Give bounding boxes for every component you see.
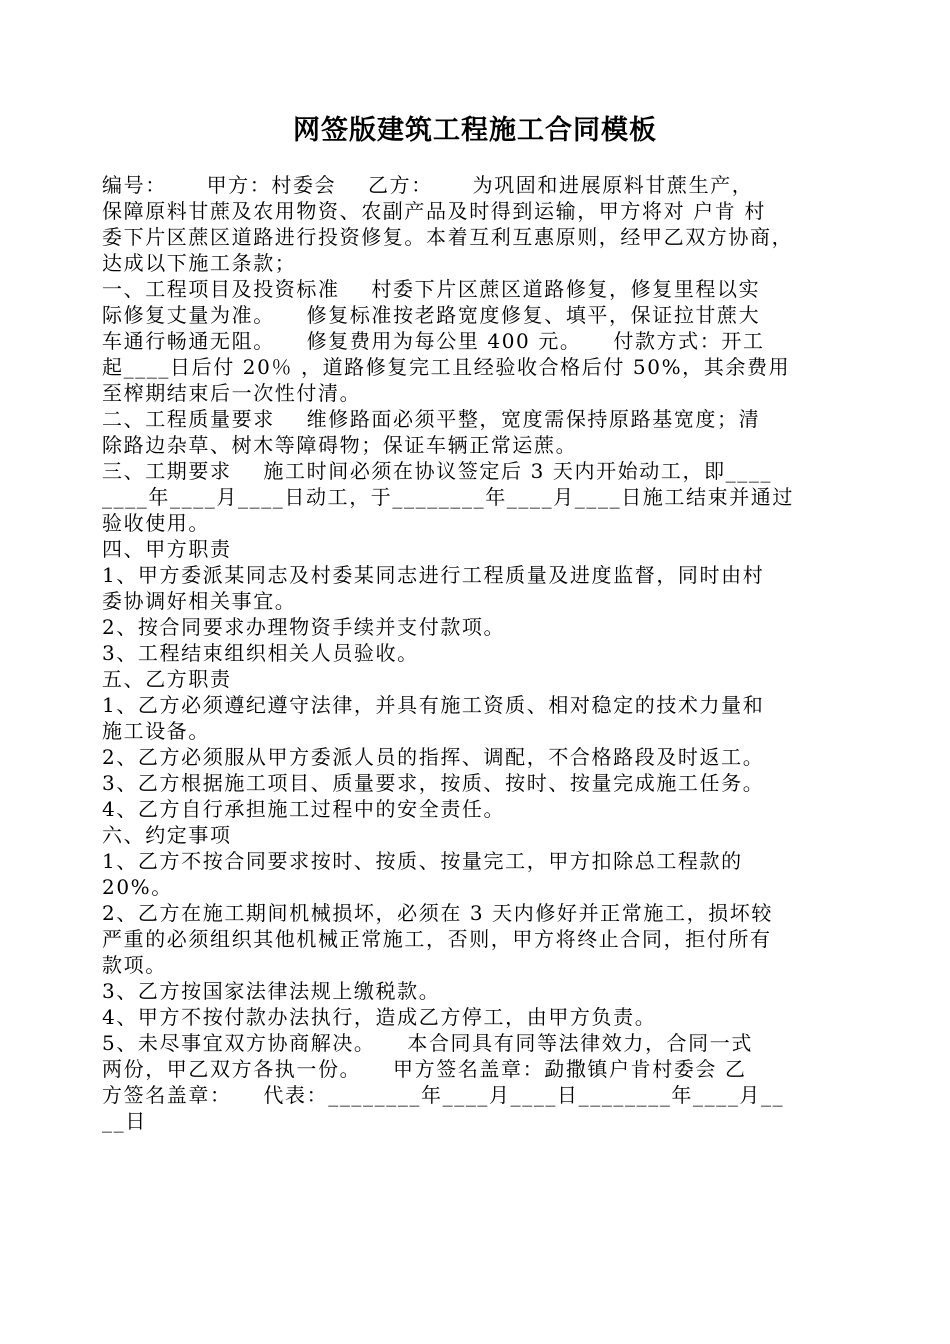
text-line: 2、乙方必须服从甲方委派人员的指挥、调配，不合格路段及时返工。 (102, 745, 765, 769)
text-line: 至榨期结束后一次性付清。 (102, 381, 362, 405)
text-line: 际修复丈量为准。 修复标准按老路宽度修复、填平，保证拉甘蔗大 (102, 303, 761, 327)
text-line: 严重的必须组织其他机械正常施工，否则，甲方将终止合同，拒付所有 (102, 927, 772, 951)
text-line: 二、工程质量要求 维修路面必须平整，宽度需保持原路基宽度；清 (102, 407, 761, 431)
text-line: 1、乙方不按合同要求按时、按质、按量完工，甲方扣除总工程款的 (102, 849, 743, 873)
document-title: 网签版建筑工程施工合同模板 (293, 115, 657, 146)
text-line: 六、约定事项 (102, 823, 232, 847)
text-line: 四、甲方职责 (102, 537, 232, 561)
text-line: ____年____月____日动工，于________年____月____日施工结束并通过 (102, 485, 794, 509)
text-line: 编号： 甲方：村委会 乙方： 为巩固和进展原料甘蔗生产， (102, 173, 754, 197)
text-line: 1、乙方必须遵纪遵守法律，并具有施工资质、相对稳定的技术力量和 (102, 693, 765, 717)
text-line: 1、甲方委派某同志及村委某同志进行工程质量及进度监督，同时由村 (102, 563, 765, 587)
text-line: 两份，甲乙双方各执一份。 甲方签名盖章：勐撒镇户肯村委会 乙 (102, 1057, 747, 1081)
text-line: 保障原料甘蔗及农用物资、农副产品及时得到运输，甲方将对 户肯 村 (102, 199, 766, 223)
text-line: 验收使用。 (102, 511, 210, 535)
document-body (102, 172, 852, 1134)
text-line: 款项。 (102, 953, 167, 977)
text-line: 4、甲方不按付款办法执行，造成乙方停工，由甲方负责。 (102, 1005, 657, 1029)
text-line: 2、按合同要求办理物资手续并支付款项。 (102, 615, 506, 639)
text-line: 三、工期要求 施工时间必须在协议签定后 3 天内开始动工，即____ (102, 459, 773, 483)
text-line: 方签名盖章： 代表：________年____月____日________年____月__ (102, 1083, 785, 1107)
text-line: 委下片区蔗区道路进行投资修复。本着互利互惠原则，经甲乙双方协商， (102, 225, 794, 249)
text-line: 20%。 (102, 875, 173, 899)
text-line: 3、乙方根据施工项目、质量要求，按质、按时、按量完成施工任务。 (102, 771, 765, 795)
text-line: 一、工程项目及投资标准 村委下片区蔗区道路修复，修复里程以实 (102, 277, 761, 301)
text-line: 五、乙方职责 (102, 667, 232, 691)
text-line: 起____日后付 20％ ，道路修复完工且经验收合格后付 50%，其余费用 (102, 355, 791, 379)
text-line: __日 (102, 1109, 147, 1133)
text-line: 除路边杂草、树木等障碍物；保证车辆正常运蔗。 (102, 433, 578, 457)
text-line: 3、乙方按国家法律法规上缴税款。 (102, 979, 441, 1003)
text-line: 2、乙方在施工期间机械损坏，必须在 3 天内修好并正常施工，损坏较 (102, 901, 773, 925)
text-line: 3、工程结束组织相关人员验收。 (102, 641, 419, 665)
text-line: 5、未尽事宜双方协商解决。 本合同具有同等法律效力，合同一式 (102, 1031, 753, 1055)
text-line: 4、乙方自行承担施工过程中的安全责任。 (102, 797, 506, 821)
text-line: 达成以下施工条款； (102, 251, 297, 275)
text-line: 委协调好相关事宜。 (102, 589, 297, 613)
text-line: 车通行畅通无阻。 修复费用为每公里 400 元。 付款方式：开工 (102, 329, 765, 353)
text-line: 施工设备。 (102, 719, 210, 743)
